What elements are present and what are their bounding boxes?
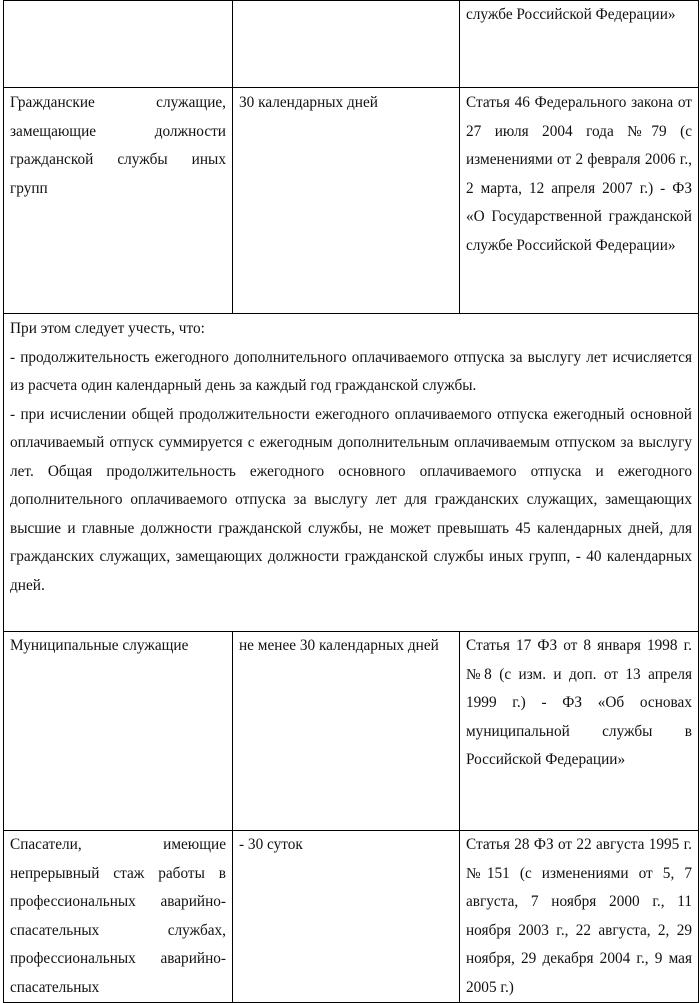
note-item: - при исчислении общей продолжительности ежегодного оплачиваемого отпуска ежегодный основной оплачиваемый отпуск суммируется с ежегодным дополнительным оплачиваемым отпуском за выслугу лет. Общая продолжительность ежегодного основного оплачиваемого отпуска и ежегодного дополнительного оплачиваемого отпуска за выслугу лет для гражданских служащих, замещающих высшие и главные должности гражданской службы, не может превышать 45 календарных дней, для гражданских служащих, замещающих должности гражданской службы иных групп, - 40 календарных дней. bbox=[10, 405, 692, 594]
note-cell bbox=[4, 314, 699, 632]
table-row bbox=[4, 1, 699, 88]
table-row bbox=[4, 632, 699, 831]
note-intro: При этом следует учесть, что: bbox=[10, 320, 205, 337]
leave-table bbox=[3, 0, 699, 1003]
law-text: службе Российской Федерации» bbox=[466, 6, 676, 23]
duration-cell bbox=[233, 1, 460, 88]
law-cell bbox=[460, 1, 699, 88]
table-row bbox=[4, 88, 699, 314]
law-cell: Статья 46 Федерального закона от 27 июля 2004 года №79 (с изменениями от 2 февраля 2006 г., 2 марта, 12 апреля 2007 г.) - ФЗ «О Государственной гражданской службе Российской Федерации» bbox=[460, 88, 699, 314]
duration-cell: - 30 суток bbox=[233, 831, 460, 1003]
table-row bbox=[4, 831, 699, 1003]
category-cell bbox=[4, 1, 233, 88]
duration-cell: не менее 30 календарных дней bbox=[233, 632, 460, 831]
law-cell: Статья 17 ФЗ от 8 января 1998 г. №8 (с изм. и доп. от 13 апреля 1999 г.) - ФЗ «Об основах муниципальной службы в Российской Федерации» bbox=[460, 632, 699, 831]
law-cell: Статья 28 ФЗ от 22 августа 1995 г. №151 (с изменениями от 5, 7 августа, 7 ноября 2000 г., 11 ноября 2003 г., 22 августа, 2, 29 ноября, 29 декабря 2004 г., 9 мая 2005 г.) bbox=[460, 831, 699, 1003]
table-row bbox=[4, 314, 699, 632]
note-item: - продолжительность ежегодного дополнительного оплачиваемого отпуска за выслугу лет исчисляется из расчета один календарный день за каждый год гражданской службы. bbox=[10, 348, 692, 394]
document-page bbox=[3, 0, 697, 1003]
duration-cell: 30 календарных дней bbox=[233, 88, 460, 314]
category-cell: Спасатели, имеющие непрерывный стаж работы в профессиональных аварийно-спасательных службах, профессиональных аварийно-спасательных bbox=[4, 831, 233, 1003]
category-cell: Муниципальные служащие bbox=[4, 632, 233, 831]
category-cell: Гражданские служащие, замещающие должности гражданской службы иных групп bbox=[4, 88, 233, 314]
